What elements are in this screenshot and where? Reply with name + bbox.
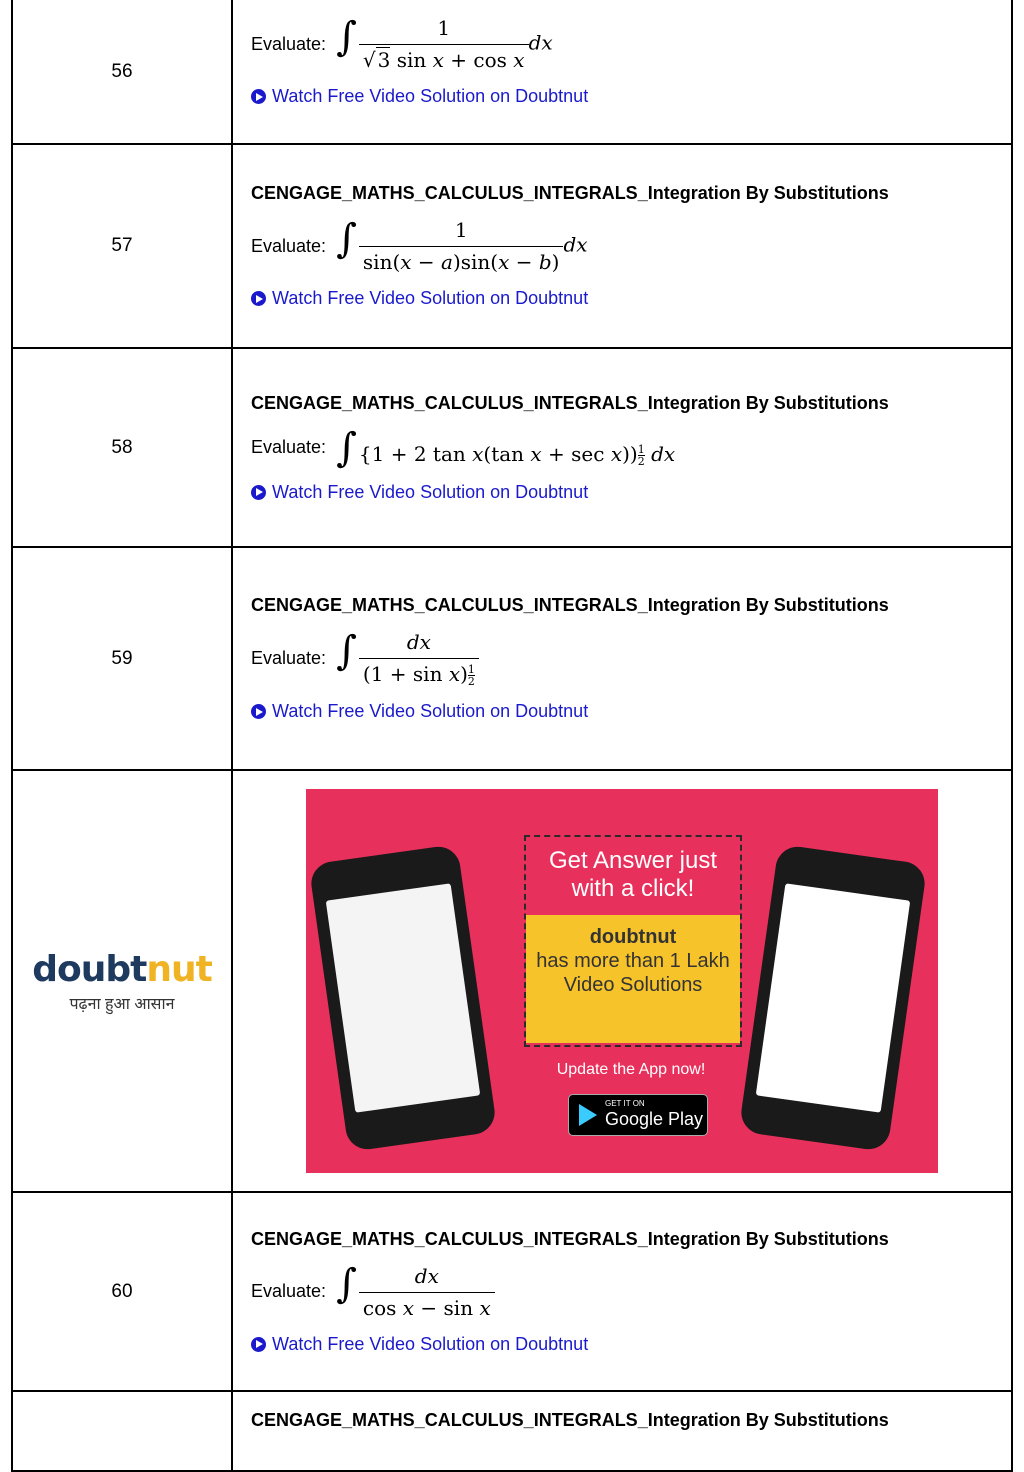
question-text (251, 424, 1011, 471)
evaluate-label: Evaluate: (251, 437, 327, 457)
doubtnut-logo: doubtnut पढ़ना हुआ आसान (32, 948, 212, 1013)
question-cell (232, 348, 1012, 547)
topic-heading: CENGAGE_MATHS_CALCULUS_INTEGRALS_Integration By Substitutions (251, 392, 889, 413)
question-cell (232, 0, 1012, 144)
question-number: 58 (12, 348, 232, 547)
logo-cell (12, 770, 232, 1192)
update-text: Update the App now! (556, 1061, 706, 1078)
question-text (251, 1261, 1011, 1320)
question-number (12, 1391, 232, 1471)
math-expression: ∫ dx (1 + sin x) $\frac{1}{2}$ (336, 630, 479, 687)
play-icon (251, 704, 266, 719)
topic-heading: CENGAGE_MATHS_CALCULUS_INTEGRALS_Integration By Substitutions (251, 1410, 889, 1430)
question-number: 57 (12, 144, 232, 348)
promo-body: has more than 1 Lakh Video Solutions (536, 950, 730, 996)
question-text (251, 13, 1011, 72)
question-row-58 (12, 348, 1012, 547)
question-number: 56 (12, 0, 232, 144)
question-row-56 (12, 0, 1012, 144)
math-expression: ∫ $\frac{1}{\text{√ 3 sin x + cos x}}$ dx (336, 13, 553, 72)
question-row-59 (12, 547, 1012, 770)
banner-cell (232, 770, 1012, 1192)
logo-tagline: पढ़ना हुआ आसान (69, 995, 175, 1013)
phone-left-image (309, 844, 498, 1152)
evaluate-label: Evaluate: (251, 33, 327, 54)
question-row-57 (12, 144, 1012, 348)
evaluate-label: Evaluate: (251, 1281, 327, 1301)
math-expression: ∫ {1 + 2 tan x(tan x + sec x)) $\frac{1}{2}$ dx (336, 424, 676, 471)
evaluate-label: Evaluate: (251, 648, 327, 668)
promo-headline: Get Answer just with a click! (548, 847, 718, 902)
play-store-icon (579, 1104, 597, 1126)
question-number: 59 (12, 547, 232, 770)
math-expression: ∫ $\frac{dx}{\text{cos x − sin x}}$ (336, 1264, 495, 1320)
question-row-60 (12, 1192, 1012, 1391)
question-text (251, 630, 1011, 687)
question-text (251, 215, 1011, 274)
app-promo-banner[interactable] (306, 789, 938, 1173)
question-table (11, 0, 1013, 1472)
play-icon (251, 1337, 266, 1352)
watch-video-link[interactable]: Watch Free Video Solution on Doubtnut (251, 482, 1011, 503)
play-icon (251, 89, 266, 104)
question-cell (232, 1192, 1012, 1391)
promo-box (524, 835, 742, 1047)
watch-video-link[interactable]: Watch Free Video Solution on Doubtnut (251, 701, 1011, 722)
evaluate-label: Evaluate: (251, 235, 327, 256)
play-icon (251, 485, 266, 500)
google-play-button[interactable]: GET IT ON Google Play (568, 1094, 708, 1136)
topic-heading: CENGAGE_MATHS_CALCULUS_INTEGRALS_Integration By Substitutions (251, 594, 889, 615)
watch-video-link[interactable]: Watch Free Video Solution on Doubtnut (251, 86, 1011, 107)
math-expression: ∫ $\frac{1}{\sin(x - a)\sin(x - b)}$ dx (336, 215, 588, 274)
question-number: 60 (12, 1192, 232, 1391)
question-row-61 (12, 1391, 1012, 1471)
play-icon (251, 291, 266, 306)
topic-heading: CENGAGE_MATHS_CALCULUS_INTEGRALS_Integration By Substitutions (251, 1228, 889, 1249)
phone-right-image (739, 844, 928, 1152)
ad-row (12, 770, 1012, 1192)
watch-video-link[interactable]: Watch Free Video Solution on Doubtnut (251, 288, 1011, 309)
question-cell (232, 547, 1012, 770)
promo-brand: doubtnut (589, 926, 677, 948)
question-cell (232, 144, 1012, 348)
question-cell (232, 1391, 1012, 1471)
topic-heading: CENGAGE_MATHS_CALCULUS_INTEGRALS_Integration By Substitutions (251, 183, 889, 203)
watch-video-link[interactable]: Watch Free Video Solution on Doubtnut (251, 1334, 1011, 1355)
